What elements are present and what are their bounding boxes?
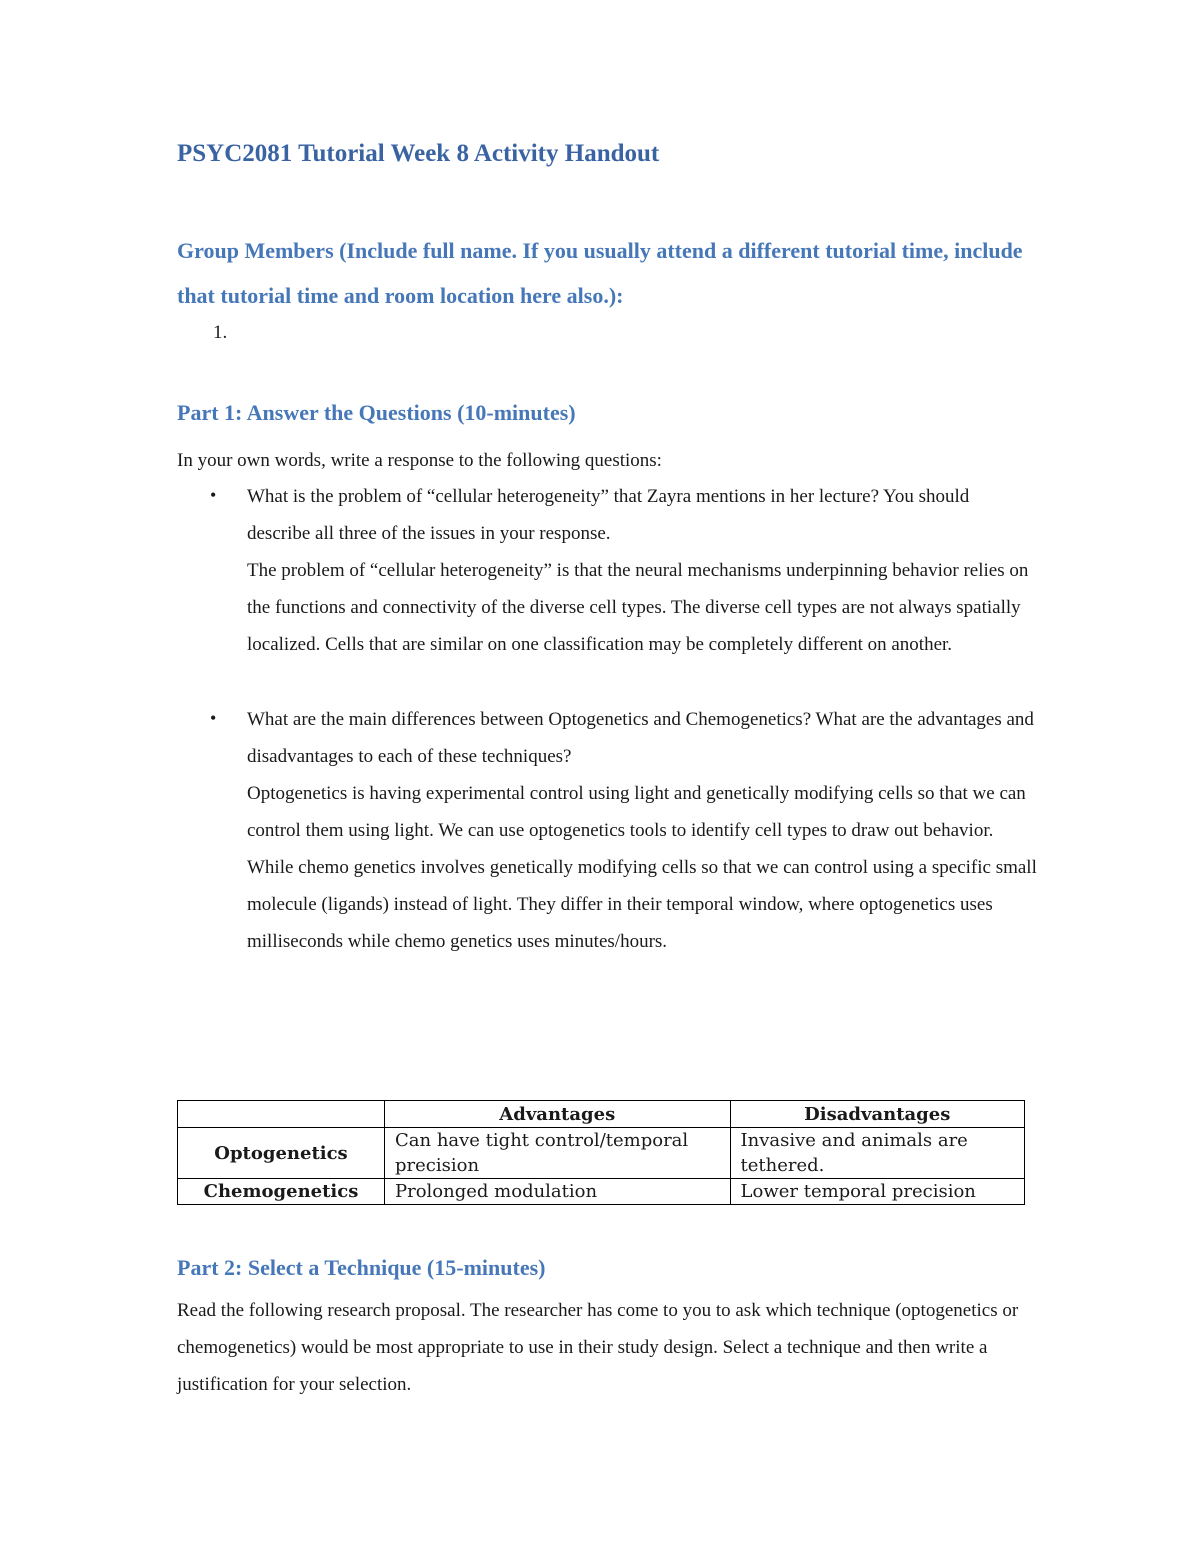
table-cell-advantages: Can have tight control/temporal precision [385,1128,731,1179]
bullet-icon: • [210,485,217,505]
table-row [178,1179,1025,1205]
answer-1-text: The problem of “cellular heterogeneity” is that the neural mechanisms underpinning behavior relies on the functions and connectivity of the diverse cell types. The diverse cell types are not always spatially localized. Cells that are similar on one classification may be completely different on another. [247,560,1029,655]
comparison-table [177,1100,1025,1205]
question-2-block [247,701,1037,960]
table-header-row [178,1101,1025,1128]
group-members-heading: Group Members (Include full name. If you usually attend a different tutorial time, include that tutorial time and room location here also.): [177,238,1023,308]
table-cell-disadvantages: Lower temporal precision [730,1179,1024,1205]
group-member-list-marker: 1. [213,322,228,343]
answer-2-text: Optogenetics is having experimental control using light and genetically modifying cells so that we can control them using light. We can use optogenetics tools to identify cell types to draw out behavior. While chemo genetics involves genetically modifying cells so that we can control using a specific small molecule (ligands) instead of light. They differ in their temporal window, where optogenetics uses milliseconds while chemo genetics uses minutes/hours. [247,783,1037,952]
question-1-text: What is the problem of “cellular heterogeneity” that Zayra mentions in her lecture? You should describe all three of the issues in your response. [247,486,970,544]
page-title: PSYC2081 Tutorial Week 8 Activity Handout [177,140,660,167]
table-row-label: Optogenetics [178,1128,385,1179]
table-row-label: Chemogenetics [178,1179,385,1205]
table-row [178,1128,1025,1179]
part1-intro: In your own words, write a response to the following questions: [177,450,662,471]
table-header-disadvantages: Disadvantages [730,1101,1024,1128]
part2-heading: Part 2: Select a Technique (15-minutes) [177,1255,546,1280]
question-1-block [247,478,1037,663]
table-cell-advantages: Prolonged modulation [385,1179,731,1205]
bullet-icon: • [210,708,217,728]
table-header-empty [178,1101,385,1128]
part2-text: Read the following research proposal. The researcher has come to you to ask which technique (optogenetics or chemogenetics) would be most appropriate to use in their study design. Select a technique and then write a justification for your selection. [177,1300,1019,1395]
table-cell-disadvantages: Invasive and animals are tethered. [730,1128,1024,1179]
table-header-advantages: Advantages [385,1101,731,1128]
question-2-text: What are the main differences between Optogenetics and Chemogenetics? What are the advantages and disadvantages to each of these techniques? [247,709,1034,767]
part1-heading: Part 1: Answer the Questions (10-minutes) [177,400,576,425]
